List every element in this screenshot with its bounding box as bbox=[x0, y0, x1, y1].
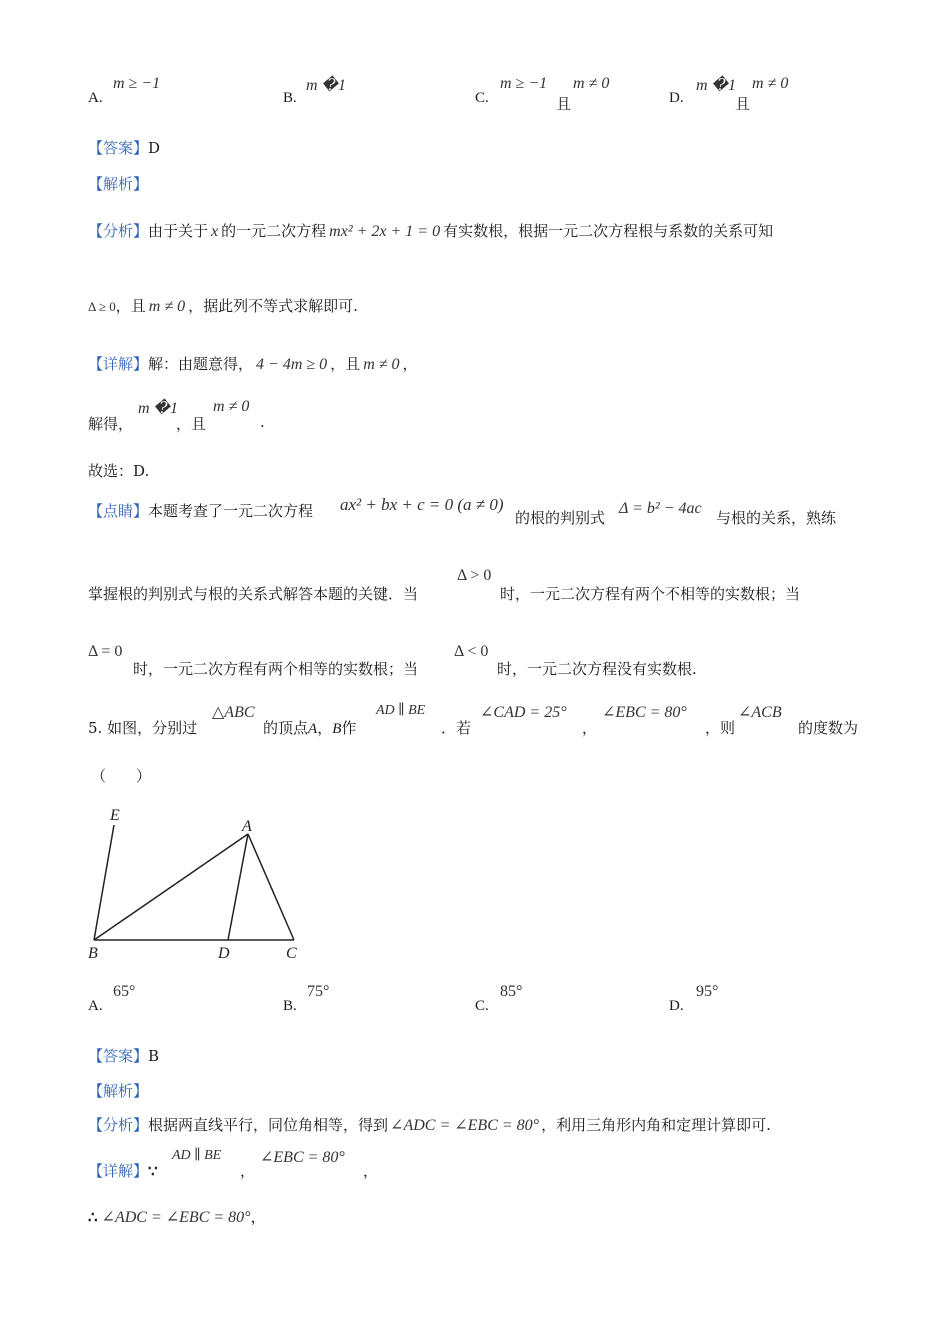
q4-option-b-expr: m �1 bbox=[306, 77, 346, 94]
fenxi-text: 根据两直线平行，同位角相等，得到 bbox=[148, 1116, 389, 1134]
q4-answer-line bbox=[88, 137, 160, 158]
segment-ba bbox=[94, 834, 248, 940]
label-b: B bbox=[88, 945, 98, 962]
q5-text: 的度数为 bbox=[798, 719, 859, 737]
q4-xiangjie-line bbox=[88, 353, 418, 374]
dianjing-equation: ax² + bx + c = 0 (a ≠ 0) bbox=[340, 495, 504, 514]
fenxi-text: 有实数根，根据一元二次方程根与系数的关系可知 bbox=[443, 222, 774, 240]
dianjing-text: 本题考查了一元二次方程 bbox=[148, 502, 314, 520]
q5-xiangjie-label bbox=[88, 1160, 158, 1181]
q5-option-d-letter: D. bbox=[669, 998, 684, 1014]
segment-ad bbox=[228, 834, 248, 940]
q5-paren: （ ） bbox=[91, 767, 152, 785]
fenxi-text: ，且 bbox=[115, 297, 146, 315]
answer-value: B bbox=[148, 1047, 160, 1065]
q4-option-d-expr: m �1 bbox=[696, 77, 736, 94]
fenxi-equation: ∠ADC = ∠EBC = 80° bbox=[390, 1117, 540, 1134]
dianjing-text: 与根的关系，熟练 bbox=[716, 509, 837, 527]
q5-vertices bbox=[263, 717, 356, 738]
dianjing-tag: 【点睛】 bbox=[88, 502, 149, 520]
q5-angle-acb: ∠ACB bbox=[738, 704, 782, 721]
xiangjie-angle-ebc: ∠EBC = 80° bbox=[260, 1149, 345, 1166]
q4-fenxi-line2 bbox=[88, 295, 358, 316]
dianjing-text: 的根的判别式 bbox=[515, 509, 606, 527]
answer-tag: 【答案】 bbox=[88, 139, 149, 157]
q5-figure bbox=[80, 800, 320, 970]
because-symbol: ∵ bbox=[148, 1162, 158, 1180]
fenxi-text: 由于关于 bbox=[148, 222, 209, 240]
therefore-equation: ∠ADC = ∠EBC = 80° bbox=[101, 1209, 251, 1226]
fenxi-x: x bbox=[211, 223, 219, 240]
q5-text: ．若 bbox=[441, 719, 472, 737]
q5-option-a-letter: A. bbox=[88, 998, 103, 1014]
q5-text: ， bbox=[317, 719, 333, 737]
fenxi-m: m ≠ 0 bbox=[148, 298, 186, 315]
xiangjie-inequality: 4 − 4m ≥ 0 bbox=[256, 356, 328, 373]
q4-option-c-and: 且 bbox=[556, 95, 572, 113]
analysis-tag: 【解析】 bbox=[88, 1082, 149, 1100]
q5-text: ，则 bbox=[705, 719, 736, 737]
answer-value: D bbox=[148, 139, 161, 157]
fenxi-text: 的一元二次方程 bbox=[221, 222, 327, 240]
jiede-m: m ≠ 0 bbox=[213, 398, 250, 415]
q4-option-c-expr: m ≥ −1 bbox=[500, 75, 548, 92]
dianjing-text: 时，一元二次方程没有实数根. bbox=[497, 660, 697, 678]
q4-option-a-expr: m ≥ −1 bbox=[113, 75, 161, 92]
jiede-dot: . bbox=[260, 413, 265, 431]
q5-parallel: AD ∥ BE bbox=[376, 703, 426, 718]
segment-ac bbox=[248, 834, 294, 940]
guxuan-line: 故选：D. bbox=[88, 462, 150, 480]
q4-option-c-expr2: m ≠ 0 bbox=[573, 75, 610, 92]
q5-angle-cad: ∠CAD = 25° bbox=[480, 704, 567, 721]
q5-point-b: B bbox=[332, 721, 342, 737]
xiangjie-text: ， bbox=[402, 355, 418, 373]
therefore-symbol: ∴ bbox=[88, 1208, 98, 1226]
q5-option-b-letter: B. bbox=[283, 998, 297, 1014]
q4-option-c-letter: C. bbox=[475, 90, 489, 106]
jiede-and: ，且 bbox=[176, 415, 207, 433]
dianjing-text: 掌握根的判别式与根的关系式解答本题的关键．当 bbox=[88, 585, 419, 603]
q5-text: 5. 如图，分别过 bbox=[88, 719, 198, 737]
q5-option-c-value: 85° bbox=[500, 983, 523, 1000]
q4-option-d-and: 且 bbox=[735, 95, 751, 113]
xiangjie-text: ，且 bbox=[330, 355, 361, 373]
q5-option-d-value: 95° bbox=[696, 983, 719, 1000]
jiede-label: 解得， bbox=[88, 415, 134, 433]
q4-option-b-letter: B. bbox=[283, 90, 297, 106]
fenxi-equation: mx² + 2x + 1 = 0 bbox=[329, 223, 441, 240]
label-a: A bbox=[242, 818, 252, 835]
fenxi-tag: 【分析】 bbox=[88, 222, 149, 240]
fenxi-text: ，据此列不等式求解即可. bbox=[188, 297, 358, 315]
xiangjie-tag: 【详解】 bbox=[88, 1162, 149, 1180]
xiangjie-text: ， bbox=[363, 1162, 379, 1180]
label-c: C bbox=[286, 945, 297, 962]
q5-option-a-value: 65° bbox=[113, 983, 136, 1000]
q4-option-d-expr2: m ≠ 0 bbox=[752, 75, 789, 92]
dianjing-delta-lt: Δ < 0 bbox=[454, 643, 489, 660]
q5-angle-ebc: ∠EBC = 80° bbox=[602, 704, 687, 721]
label-d: D bbox=[218, 945, 230, 962]
q4-dianjing-line1 bbox=[88, 500, 313, 521]
xiangjie-parallel: AD ∥ BE bbox=[172, 1148, 222, 1163]
q5-text: 的顶点 bbox=[263, 719, 309, 737]
dianjing-delta-gt: Δ > 0 bbox=[457, 567, 492, 584]
xiangjie-text: ， bbox=[240, 1162, 256, 1180]
xiangjie-m: m ≠ 0 bbox=[363, 356, 400, 373]
q5-option-b-value: 75° bbox=[307, 983, 330, 1000]
segment-be bbox=[94, 825, 114, 940]
dianjing-text: 时，一元二次方程有两个相等的实数根；当 bbox=[133, 660, 419, 678]
q5-text: 作 bbox=[341, 719, 357, 737]
q4-option-d-letter: D. bbox=[669, 90, 684, 106]
dianjing-discriminant: Δ = b² − 4ac bbox=[619, 500, 702, 517]
q5-text: ， bbox=[582, 719, 598, 737]
q5-option-c-letter: C. bbox=[475, 998, 489, 1014]
fenxi-delta: Δ ≥ 0 bbox=[88, 299, 116, 314]
q5-fenxi-line bbox=[88, 1114, 771, 1135]
dianjing-delta-eq: Δ = 0 bbox=[88, 643, 123, 660]
q4-option-a-letter: A. bbox=[88, 90, 103, 106]
xiangjie-tag: 【详解】 bbox=[88, 355, 149, 373]
q4-fenxi-line1 bbox=[88, 220, 773, 241]
q5-therefore-line bbox=[88, 1206, 266, 1227]
fenxi-text: ，利用三角形内角和定理计算即可. bbox=[541, 1116, 771, 1134]
jiede-expr: m �1 bbox=[138, 400, 178, 417]
label-e: E bbox=[110, 807, 120, 824]
q5-answer-line bbox=[88, 1045, 159, 1066]
q5-triangle: △ABC bbox=[212, 704, 255, 721]
answer-tag: 【答案】 bbox=[88, 1047, 149, 1065]
dianjing-text: 时，一元二次方程有两个不相等的实数根；当 bbox=[500, 585, 801, 603]
analysis-tag: 【解析】 bbox=[88, 175, 149, 193]
q5-point-a: A bbox=[308, 721, 318, 737]
therefore-text: ， bbox=[250, 1208, 266, 1226]
fenxi-tag: 【分析】 bbox=[88, 1116, 149, 1134]
xiangjie-text: 解：由题意得， bbox=[148, 355, 254, 373]
